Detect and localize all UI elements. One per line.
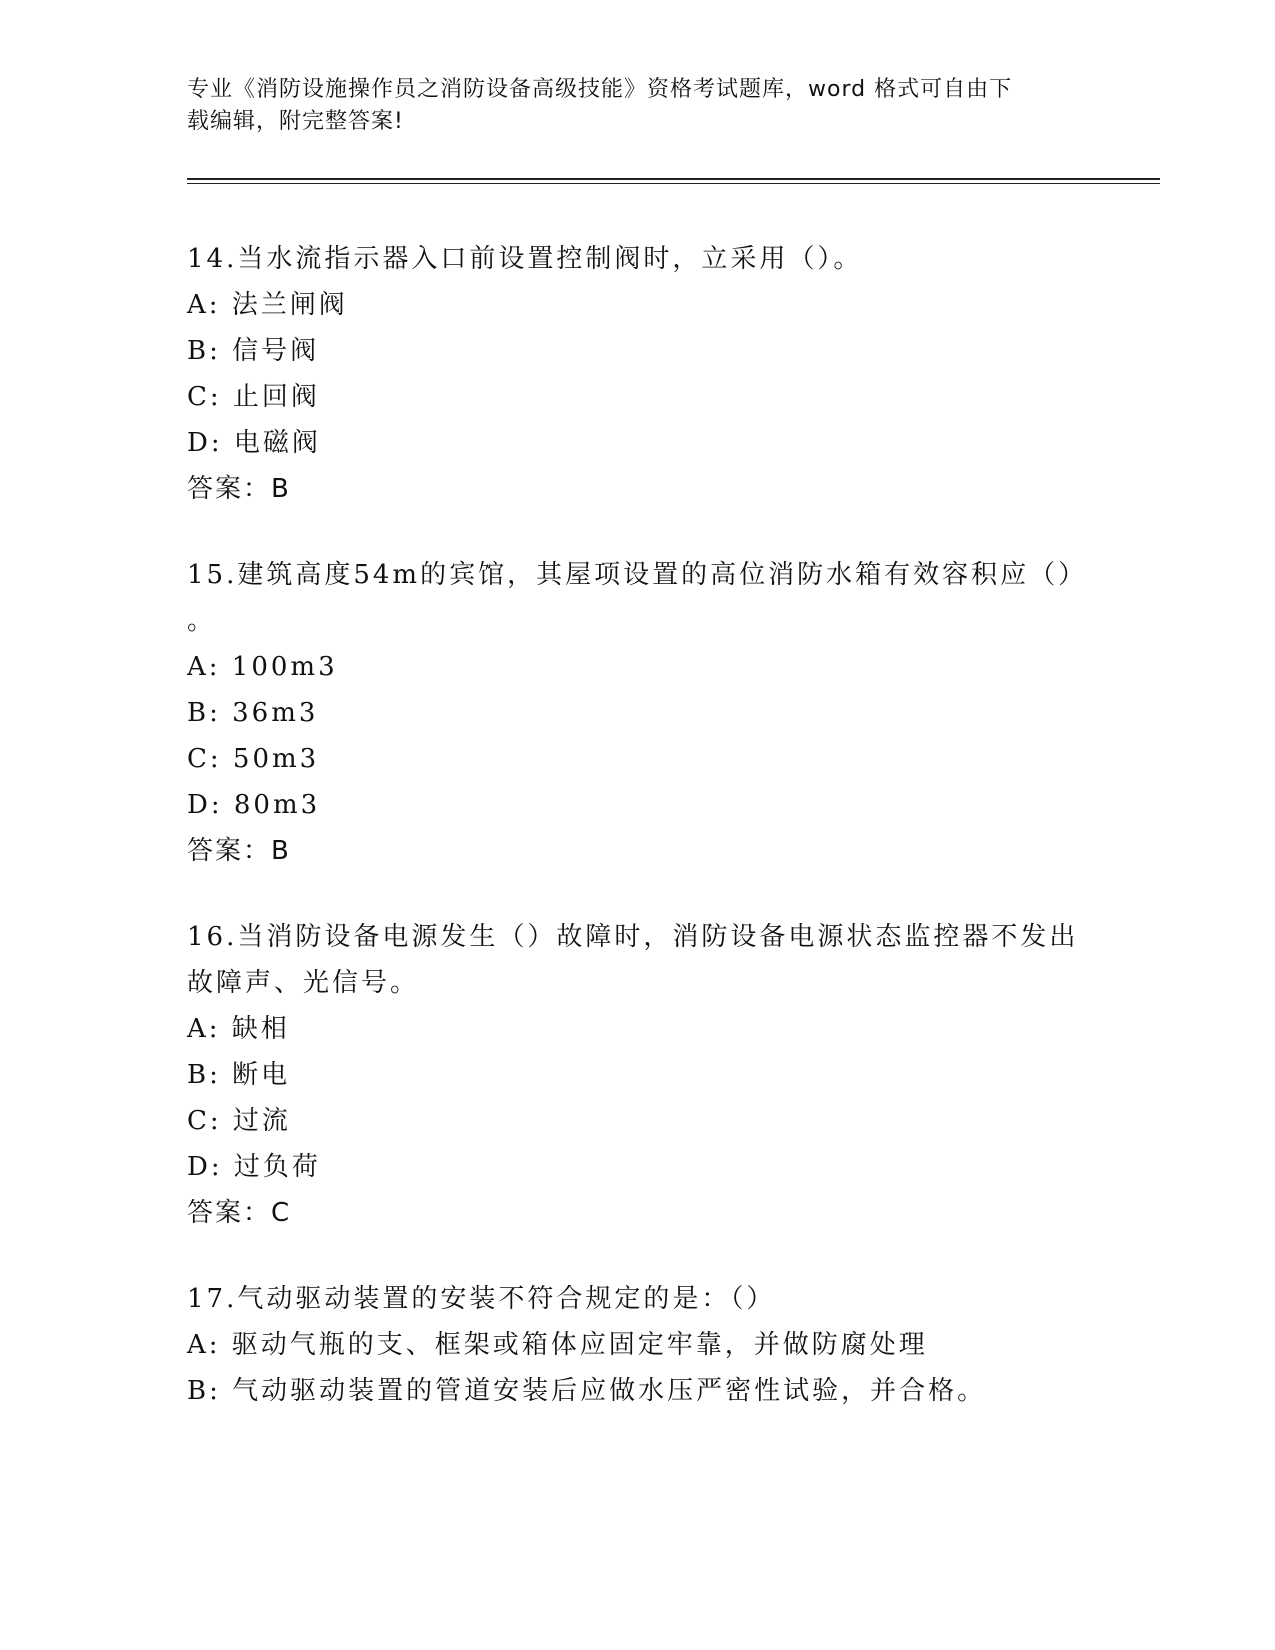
header-divider-thick: [187, 178, 1160, 180]
option-a: A: 100m3: [187, 652, 338, 682]
question-stem: 14.当水流指示器入口前设置控制阀时，立采用（）。: [187, 244, 863, 274]
option-d: D: 80m3: [187, 790, 321, 820]
question-stem: 15.建筑高度54m的宾馆，其屋项设置的高位消防水箱有效容积应（）: [187, 560, 1088, 590]
option-a: A: 缺相: [187, 1014, 290, 1044]
option-c: C: 50m3: [187, 744, 320, 774]
option-b: B: 气动驱动装置的管道安装后应做水压严密性试验，并合格。: [187, 1376, 987, 1406]
option-d: D: 电磁阀: [187, 428, 321, 458]
question-stem: 16.当消防设备电源发生（）故障时，消防设备电源状态监控器不发出: [187, 922, 1079, 952]
question-17: [187, 1276, 1087, 1414]
header-line-1: 专业《消防设施操作员之消防设备高级技能》资格考试题库，word 格式可自由下: [187, 77, 1013, 102]
answer: 答案：B: [187, 836, 291, 866]
header-line-2: 载编辑，附完整答案!: [187, 109, 404, 134]
answer: 答案：B: [187, 474, 291, 504]
question-15: [187, 552, 1087, 874]
option-b: B: 36m3: [187, 698, 319, 728]
option-c: C: 过流: [187, 1106, 291, 1136]
question-16: [187, 914, 1087, 1236]
question-14: [187, 236, 1087, 512]
question-stem-continued: 。: [187, 606, 217, 636]
answer: 答案：C: [187, 1198, 292, 1228]
option-a: A: 法兰闸阀: [187, 290, 348, 320]
header-divider-thin: [187, 183, 1160, 184]
option-c: C: 止回阀: [187, 382, 320, 412]
option-b: B: 信号阀: [187, 336, 320, 366]
option-d: D: 过负荷: [187, 1152, 321, 1182]
document-header: [187, 74, 1067, 138]
question-list: [187, 236, 1087, 1454]
option-a: A: 驱动气瓶的支、框架或箱体应固定牢靠，并做防腐处理: [187, 1330, 928, 1360]
question-stem: 17.气动驱动装置的安装不符合规定的是：（）: [187, 1284, 776, 1314]
question-stem-continued: 故障声、光信号。: [187, 968, 420, 998]
option-b: B: 断电: [187, 1060, 291, 1090]
